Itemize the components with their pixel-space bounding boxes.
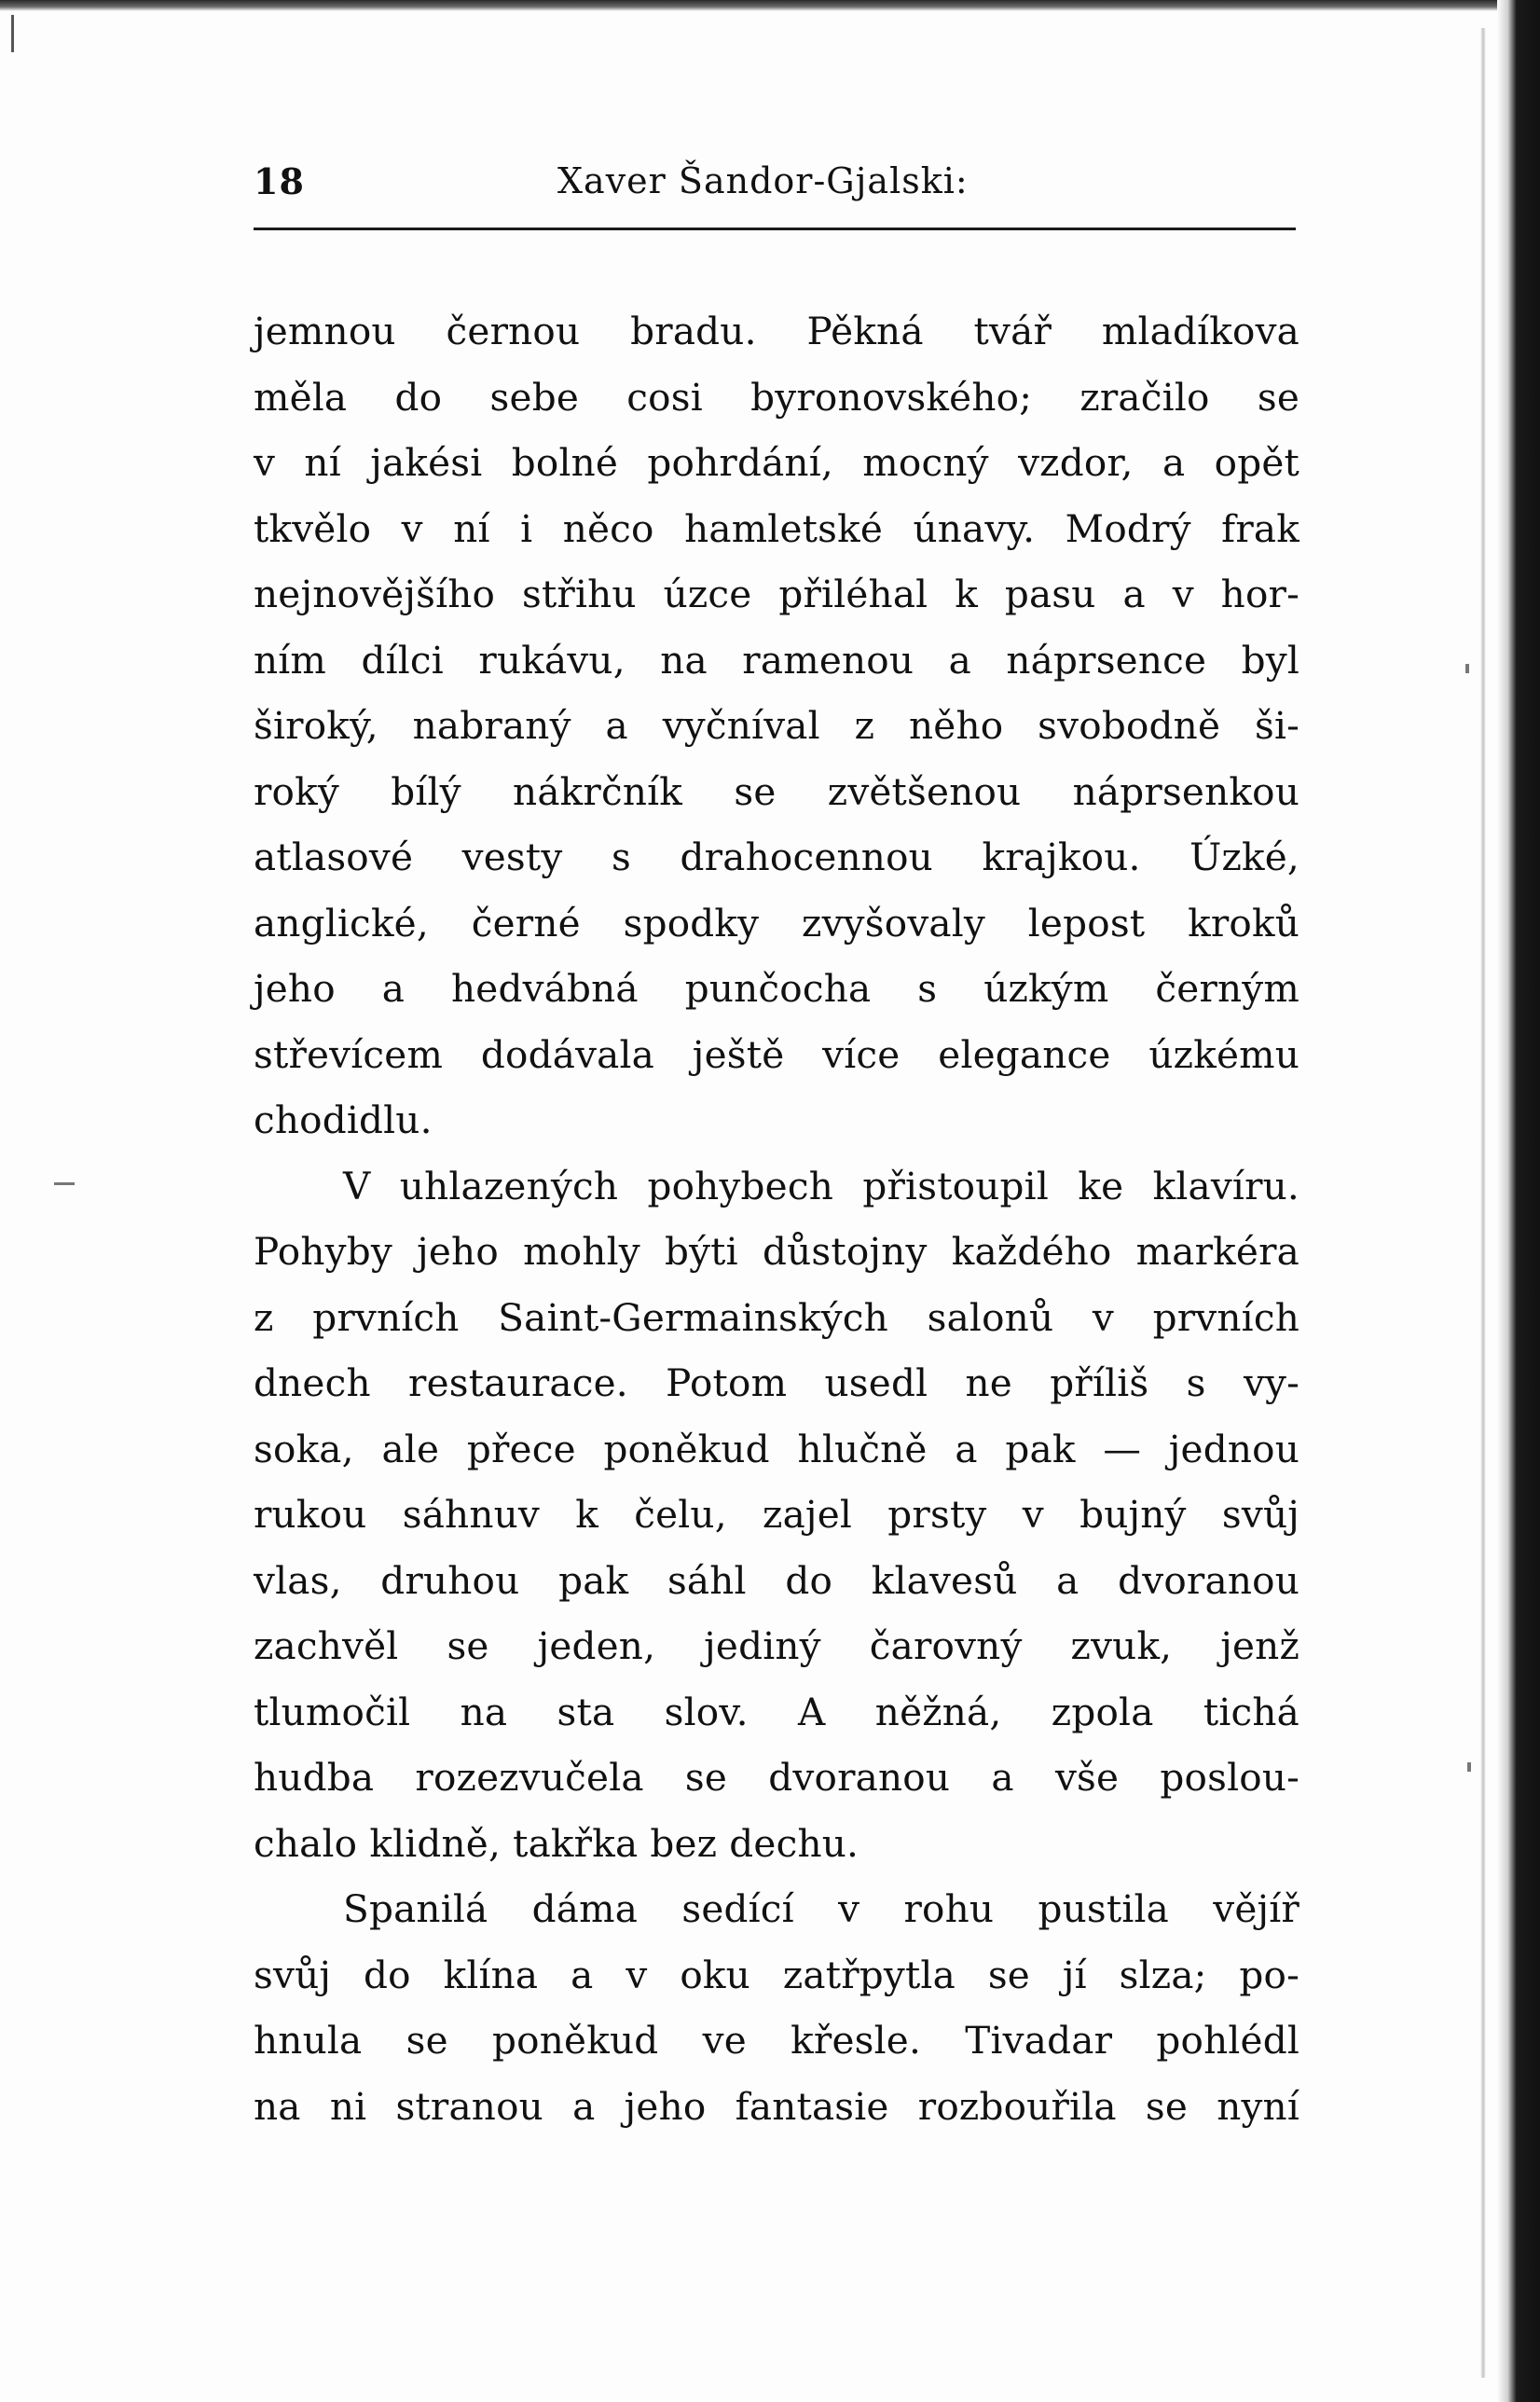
text-line: chodidlu.	[254, 1097, 433, 1142]
body-text	[254, 298, 1299, 2139]
text-line: tkvělo v ní i něco hamletské únavy. Modrý frak	[254, 505, 1299, 551]
text-line: z prvních Saint-Germainských salonů v prvních	[254, 1294, 1299, 1340]
text-line: soka, ale přece poněkud hlučně a pak — jednou	[254, 1426, 1299, 1471]
text-line: tlumočil na sta slov. A něžná, zpola tichá	[254, 1689, 1299, 1734]
text-line: dnech restaurace. Potom usedl ne příliš s vy-	[254, 1360, 1299, 1405]
running-head: Xaver Šandor-Gjalski:	[557, 160, 969, 201]
text-line: jemnou černou bradu. Pěkná tvář mladíkova	[254, 309, 1299, 353]
scan-speck	[1465, 664, 1469, 673]
page-header	[254, 160, 1296, 216]
text-line: měla do sebe cosi byronovského; zračilo se	[254, 374, 1299, 420]
text-line: roký bílý nákrčník se zvětšenou náprsenkou	[254, 768, 1299, 814]
text-line: Pohyby jeho mohly býti důstojny každého markéra	[254, 1229, 1299, 1274]
text-line: rukou sáhnuv k čelu, zajel prsty v bujný svůj	[254, 1492, 1299, 1537]
scan-speck	[1467, 1762, 1471, 1772]
page-edge-shadow	[1480, 28, 1486, 2378]
text-line: chalo klidně, takřka bez dechu.	[254, 1820, 859, 1866]
text-line: na ni stranou a jeho fantasie rozbouřila se nyní	[254, 2083, 1299, 2129]
header-rule	[254, 228, 1296, 230]
book-binding-edge	[1497, 0, 1540, 2402]
text-line: hnula se poněkud ve křesle. Tivadar pohlédl	[254, 2018, 1299, 2063]
text-line: zachvěl se jeden, jediný čarovný zvuk, jenž	[254, 1623, 1299, 1668]
text-line: v ní jakési bolné pohrdání, mocný vzdor, a opět	[254, 440, 1299, 485]
text-line: nejnovějšího střihu úzce přiléhal k pasu a v hor-	[254, 572, 1299, 616]
scan-speck	[54, 1182, 75, 1185]
page-number: 18	[254, 160, 305, 202]
text-line: anglické, černé spodky zvyšovaly lepost kroků	[254, 900, 1299, 946]
text-line: atlasové vesty s drahocennou krajkou. Úzké,	[254, 835, 1299, 879]
text-line: V uhlazených pohybech přistoupil ke klavíru.	[343, 1163, 1299, 1208]
text-line: ním dílci rukávu, na ramenou a náprsence byl	[254, 637, 1299, 683]
text-line: Spanilá dáma sedící v rohu pustila vějíř	[343, 1886, 1299, 1931]
text-line: vlas, druhou pak sáhl do klavesů a dvoranou	[254, 1557, 1299, 1603]
text-line: jeho a hedvábná punčocha s úzkým černým	[254, 966, 1299, 1011]
text-line: svůj do klína a v oku zatřpytla se jí slza; po-	[254, 1952, 1299, 1997]
text-line: široký, nabraný a vyčníval z něho svobodně ši-	[254, 703, 1299, 748]
text-line: střevícem dodávala ještě více elegance úzkému	[254, 1031, 1299, 1077]
scan-mark	[11, 15, 14, 52]
text-line: hudba rozezvučela se dvoranou a vše poslou-	[254, 1755, 1299, 1800]
page-top-edge	[0, 0, 1540, 11]
